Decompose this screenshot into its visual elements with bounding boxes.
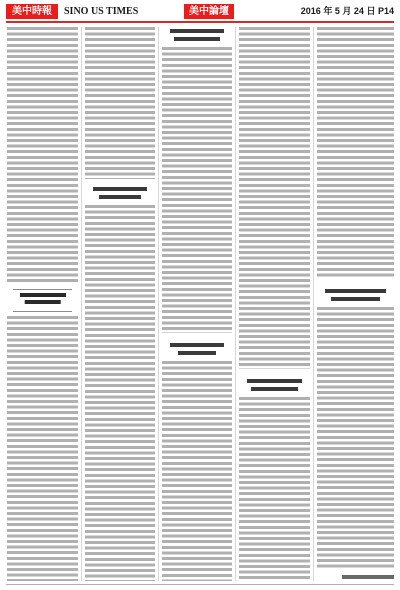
masthead <box>6 4 394 19</box>
subheading-placeholder <box>93 187 147 191</box>
page-number: P14 <box>377 6 394 16</box>
subheading-placeholder <box>178 351 216 355</box>
issue-date <box>301 4 394 19</box>
date-year-unit: 年 <box>323 7 333 17</box>
article-text-placeholder <box>85 205 155 581</box>
brand-tab-chinese[interactable]: 美中時報 <box>6 4 58 19</box>
subheading-placeholder <box>170 343 224 347</box>
subheading-placeholder <box>174 37 220 41</box>
section-heading-placeholder <box>13 289 72 312</box>
article-column-1 <box>7 27 78 581</box>
page-bottom-rule <box>6 584 394 585</box>
subheading-placeholder <box>170 29 224 33</box>
date-day-unit: 日 <box>366 7 376 17</box>
article-text-placeholder <box>317 307 394 569</box>
article-text-placeholder <box>7 316 78 581</box>
article-text-placeholder <box>162 47 232 333</box>
article-text-placeholder <box>239 397 310 581</box>
date-year: 2016 <box>300 6 321 16</box>
article-text-placeholder <box>239 27 310 369</box>
article-end-tag-placeholder <box>342 575 394 579</box>
subheading-placeholder <box>99 195 141 199</box>
brand-name-english: SINO US TIMES <box>64 6 139 17</box>
subheading-placeholder <box>247 379 302 383</box>
column-divider <box>235 27 236 581</box>
article-column-2 <box>85 27 155 581</box>
article-text-placeholder <box>162 361 232 581</box>
date-month-unit: 月 <box>342 7 352 17</box>
date-month: 5 <box>334 6 340 16</box>
article-column-3 <box>162 27 232 581</box>
article-column-4 <box>239 27 310 581</box>
article-text-placeholder <box>85 27 155 179</box>
article-text-placeholder <box>7 27 78 283</box>
date-day: 24 <box>353 6 364 16</box>
subheading-placeholder <box>325 289 386 293</box>
column-divider <box>313 27 314 581</box>
subheading-placeholder <box>251 387 298 391</box>
article-column-5 <box>317 27 394 581</box>
article-text-placeholder <box>317 27 394 279</box>
section-tab[interactable]: 美中論壇 <box>184 4 234 19</box>
subheading-placeholder <box>331 297 380 301</box>
column-divider <box>81 27 82 581</box>
masthead-rule <box>6 21 394 23</box>
column-divider <box>158 27 159 581</box>
